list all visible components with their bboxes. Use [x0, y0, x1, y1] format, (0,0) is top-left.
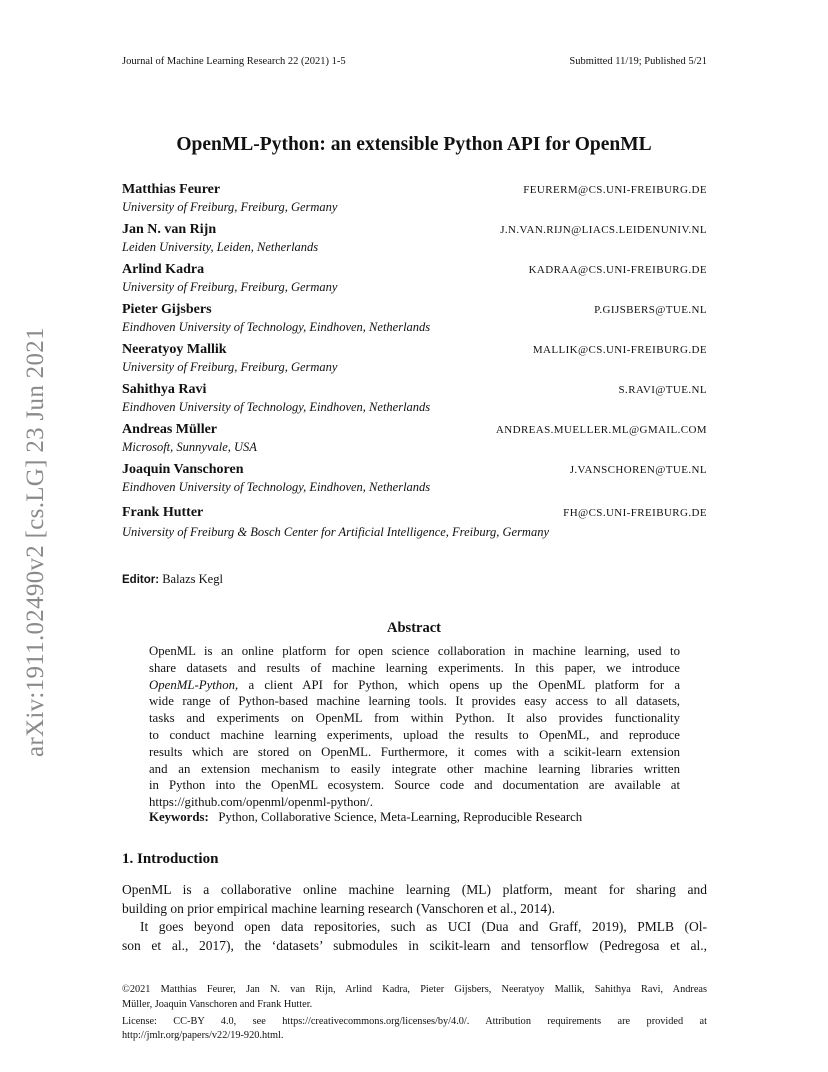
abstract-line-text: a client API for Python, which opens up the OpenML platform for a — [248, 677, 680, 692]
keywords — [149, 810, 582, 825]
author-affiliation: Eindhoven University of Technology, Eindhoven, Netherlands — [122, 400, 431, 414]
author-name: Jan N. van Rijn — [122, 222, 217, 237]
author-block — [122, 505, 707, 539]
author-affiliation: Microsoft, Sunnyvale, USA — [122, 440, 257, 454]
footnote-line: Müller, Joaquin Vanschoren and Frank Hutter. — [122, 999, 313, 1010]
author-name: Matthias Feurer — [122, 182, 221, 197]
submission-dates: Submitted 11/19; Published 5/21 — [569, 56, 707, 67]
journal-header: Journal of Machine Learning Research 22 (2021) 1-5 — [122, 56, 346, 67]
abstract-line: wide range of Python-based machine learning tools. It provides easy access to all datasets, — [149, 694, 680, 709]
author-name: Frank Hutter — [122, 505, 204, 520]
author-affiliation: Leiden University, Leiden, Netherlands — [122, 240, 319, 254]
keywords-text: Python, Collaborative Science, Meta-Learning, Reproducible Research — [218, 810, 583, 824]
license-footnote — [122, 1015, 707, 1043]
body-line: OpenML is a collaborative online machine learning (ML) platform, meant for sharing and — [122, 882, 707, 897]
author-email: P.GIJSBERS@TUE.NL — [594, 304, 707, 316]
introduction-text — [122, 881, 707, 955]
author-block — [122, 182, 707, 216]
copyright-footnote — [122, 982, 707, 1012]
author-name: Sahithya Ravi — [122, 382, 207, 397]
author-block — [122, 422, 707, 456]
abstract-line: https://github.com/openml/openml-python/. — [149, 795, 373, 810]
author-name: Pieter Gijsbers — [122, 302, 212, 317]
author-affiliation: University of Freiburg, Freiburg, Germany — [122, 360, 338, 374]
author-affiliation: University of Freiburg, Freiburg, Germany — [122, 200, 338, 214]
editor-label: Editor: — [122, 574, 160, 586]
author-block — [122, 302, 707, 336]
section-heading: 1. Introduction — [122, 851, 219, 867]
author-affiliation: University of Freiburg, Freiburg, Germany — [122, 280, 338, 294]
footnote-line: ©2021 Matthias Feurer, Jan N. van Rijn, Arlind Kadra, Pieter Gijsbers, Neeratyoy Mallik, Sahithya Ravi, Andreas — [122, 984, 707, 995]
author-email: FH@CS.UNI-FREIBURG.DE — [563, 507, 707, 519]
body-line: son et al., 2017), the ‘datasets’ submodules in scikit-learn and tensorflow (Pedregosa et al., — [122, 937, 707, 953]
keywords-label: Keywords: — [149, 810, 209, 824]
author-email: J.N.VAN.RIJN@LIACS.LEIDENUNIV.NL — [500, 224, 707, 236]
package-name: OpenML-Python, — [149, 677, 239, 692]
author-block — [122, 382, 707, 416]
author-block — [122, 262, 707, 296]
abstract-line: share datasets and results of machine learning experiments. In this paper, we introduce — [149, 660, 680, 675]
author-affiliation: Eindhoven University of Technology, Eindhoven, Netherlands — [122, 320, 431, 334]
abstract-body — [149, 643, 680, 811]
license-line: http://jmlr.org/papers/v22/19-920.html. — [122, 1030, 284, 1041]
author-email: ANDREAS.MUELLER.ML@GMAIL.COM — [495, 424, 707, 436]
abstract-line: results which are stored on OpenML. Furthermore, it comes with a scikit-learn extension — [149, 744, 680, 759]
author-affiliation: Eindhoven University of Technology, Eindhoven, Netherlands — [122, 480, 431, 494]
author-email: S.RAVI@TUE.NL — [618, 384, 707, 396]
abstract-line — [149, 677, 680, 694]
abstract-line: to conduct machine learning experiments, upload the results to OpenML, and reproduce — [149, 727, 680, 742]
editor-name: Balazs Kegl — [162, 572, 223, 586]
author-affiliation: University of Freiburg & Bosch Center for Artificial Intelligence, Freiburg, Germany — [122, 525, 550, 539]
author-email: MALLIK@CS.UNI-FREIBURG.DE — [532, 344, 707, 356]
editor-line — [122, 572, 223, 587]
body-line: It goes beyond open data repositories, such as UCI (Dua and Graff, 2019), PMLB (Ol- — [140, 919, 707, 934]
author-name: Arlind Kadra — [122, 262, 205, 277]
author-name: Joaquin Vanschoren — [122, 462, 244, 477]
abstract-line: and an extension mechanism to easily integrate other machine learning libraries written — [149, 761, 680, 776]
license-line: License: CC-BY 4.0, see https://creativecommons.org/licenses/by/4.0/. Attribution requirements are provided at — [122, 1016, 707, 1027]
author-block — [122, 342, 707, 376]
author-block — [122, 222, 707, 256]
author-block — [122, 462, 707, 496]
author-name: Neeratyoy Mallik — [122, 342, 227, 357]
author-email: KADRAA@CS.UNI-FREIBURG.DE — [528, 264, 707, 276]
abstract-line: tasks and experiments on OpenML from within Python. It also provides functionality — [149, 711, 680, 726]
body-line: building on prior empirical machine learning research (Vanschoren et al., 2014). — [122, 900, 555, 916]
abstract-line: in Python into the OpenML ecosystem. Source code and documentation are available at — [149, 778, 680, 793]
author-email: FEURERM@CS.UNI-FREIBURG.DE — [523, 184, 707, 196]
abstract-heading: Abstract — [387, 620, 441, 636]
author-name: Andreas Müller — [122, 422, 218, 437]
paper-title: OpenML-Python: an extensible Python API for OpenML — [176, 134, 652, 155]
abstract-line: OpenML is an online platform for open science collaboration in machine learning, used to — [149, 644, 680, 658]
arxiv-identifier: arXiv:1911.02490v2 [cs.LG] 23 Jun 2021 — [22, 327, 49, 757]
author-email: J.VANSCHOREN@TUE.NL — [569, 464, 707, 476]
